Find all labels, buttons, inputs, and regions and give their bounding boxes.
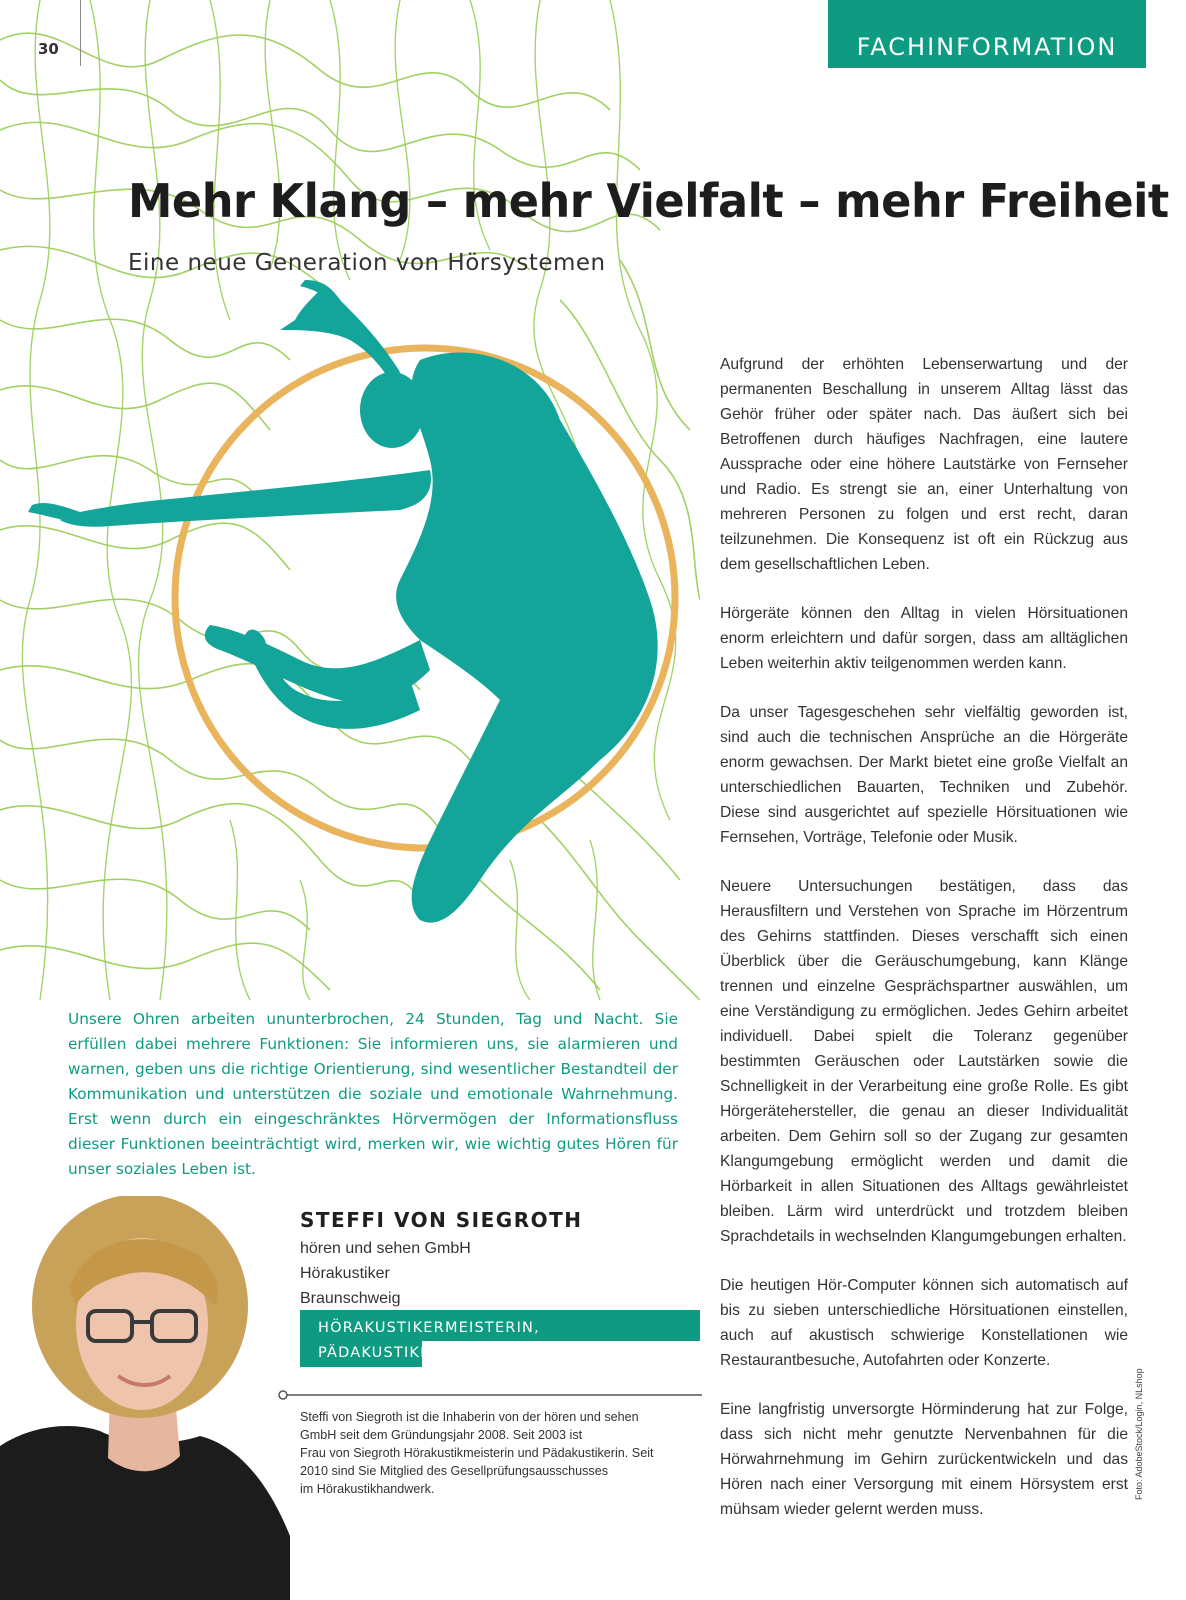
body-paragraph: Hörgeräte können den Alltag in vielen Hörsituationen enorm erleichtern und dafür sorgen, dass am alltäglichen Leben weiterhin aktiv teilgenommen werden kann. <box>720 605 1128 672</box>
intro-text: Unsere Ohren arbeiten ununterbrochen, 24 Stunden, Tag und Nacht. Sie erfüllen dabei mehrere Funktionen: Sie informieren uns, sie alarmieren und warnen, geben uns die richtige Orientierung, sind wesentlicher Bestandteil der Kommunikation und unterstützen die soziale und emotionale Wahrnehmung. Erst wenn durch ein eingeschränktes Hörvermögen der Informationsfluss dieser Funktionen beeinträchtigt wird, merken wir, wie wichtig gutes Hören für unser soziales Leben ist. <box>68 1010 678 1178</box>
author-company: hören und sehen GmbH <box>300 1240 471 1257</box>
author-city: Braunschweig <box>300 1290 401 1307</box>
bio-divider <box>278 1390 702 1400</box>
section-banner: FACHINFORMATION <box>828 0 1146 68</box>
body-paragraph: Aufgrund der erhöhten Lebenserwartung und der permanenten Beschallung in unserem Alltag lässt das Gehör früher oder später nach. Das äußert sich bei Betroffenen durch häufiges Nachfragen, eine lautere Aussprache oder eine höhere Lautstärke von Fernseher und Radio. Es strengt sie an, einer Unterhaltung von mehreren Personen zu folgen und erst recht, daran teilzunehmen. Die Konsequenz ist oft ein Rückzug aus dem gesellschaftlichen Leben. <box>720 356 1128 573</box>
page-title: Mehr Klang – mehr Vielfalt – mehr Freiheit <box>128 174 1169 228</box>
qualification-badge <box>300 1310 700 1370</box>
bio-line: 2010 sind Sie Mitglied des Gesellprüfungsausschusses <box>300 1464 609 1478</box>
bio-line: Frau von Siegroth Hörakustikmeisterin und Pädakustikerin. Seit <box>300 1446 654 1460</box>
article-body <box>720 352 1128 1546</box>
page-divider <box>80 0 81 66</box>
bio-line: Steffi von Siegroth ist die Inhaberin von der hören und sehen <box>300 1410 639 1424</box>
body-paragraph: Neuere Untersuchungen bestätigen, dass das Herausfiltern und Verstehen von Sprache im Hörzentrum des Gehirns stattfinden. Dieses verschafft sich einen Überblick über die Geräuschumgebung, kann Klänge trennen und einzelne Gesprächspartner auswählen, um eine Verständigung zu ermöglichen. Jedes Gehirn arbeitet individuell. Dabei spielt die Toleranz gegenüber bestimmten Geräuschen oder Lautstärken sowie die Schnelligkeit in der Verarbeitung eine große Rolle. Es gibt Hörgerätehersteller, die genau an dieser Individualität arbeiten. Dem Gehirn soll so der Zugang zur gesamten Klangumgebung ermöglicht werden und damit die Hörbarkeit in allen Situationen des Alltags gewährleistet bleiben. Lärm wird unterdrückt und trotzdem bleiben Sprachdetails in wechselnden Klangumgebungen erhalten. <box>720 878 1128 1245</box>
author-name: STEFFI VON SIEGROTH <box>300 1208 583 1232</box>
body-paragraph: Die heutigen Hör-Computer können sich automatisch auf bis zu sieben unterschiedliche Hörsituationen einstellen, auch auf akustisch schwierige Konstellationen wie Restaurantbesuche, Autofahrten oder Konzerte. <box>720 1277 1128 1369</box>
body-paragraph: Da unser Tagesgeschehen sehr vielfältig geworden ist, sind auch die technischen Ansprüche an die Hörgeräte enorm gewachsen. Der Markt bietet eine große Vielfalt an unterschiedlichen Bauarten, Techniken und Zubehör. Diese sind ausgerichtet auf spezielle Hörsituationen wie Fernsehen, Vorträge, Telefonie oder Musik. <box>720 704 1128 846</box>
author-bio <box>300 1408 692 1498</box>
author-portrait <box>0 1196 290 1600</box>
page-subtitle: Eine neue Generation von Hörsystemen <box>128 250 606 276</box>
bio-line: im Hörakustikhandwerk. <box>300 1482 435 1496</box>
bio-line: GmbH seit dem Gründungsjahr 2008. Seit 2003 ist <box>300 1428 583 1442</box>
hero-artwork <box>0 0 700 1000</box>
photo-credit: Foto: AdobeStock/Login, NLshop <box>1134 1368 1144 1500</box>
body-paragraph: Eine langfristig unversorgte Hörminderung hat zur Folge, dass sich nicht mehr genutzte Nervenbahnen für die Hörwahrnehmung im Gehirn zurückentwickeln und das Hören nach einer Versorgung mit einem Hörsystem erst mühsam wieder gelernt werden muss. <box>720 1401 1128 1518</box>
qualification-text: HÖRAKUSTIKERMEISTERIN, PÄDAKUSTIKERIN, INHABERIN <box>318 1320 562 1361</box>
page-number: 30 <box>38 40 59 58</box>
author-profession: Hörakustiker <box>300 1265 390 1282</box>
